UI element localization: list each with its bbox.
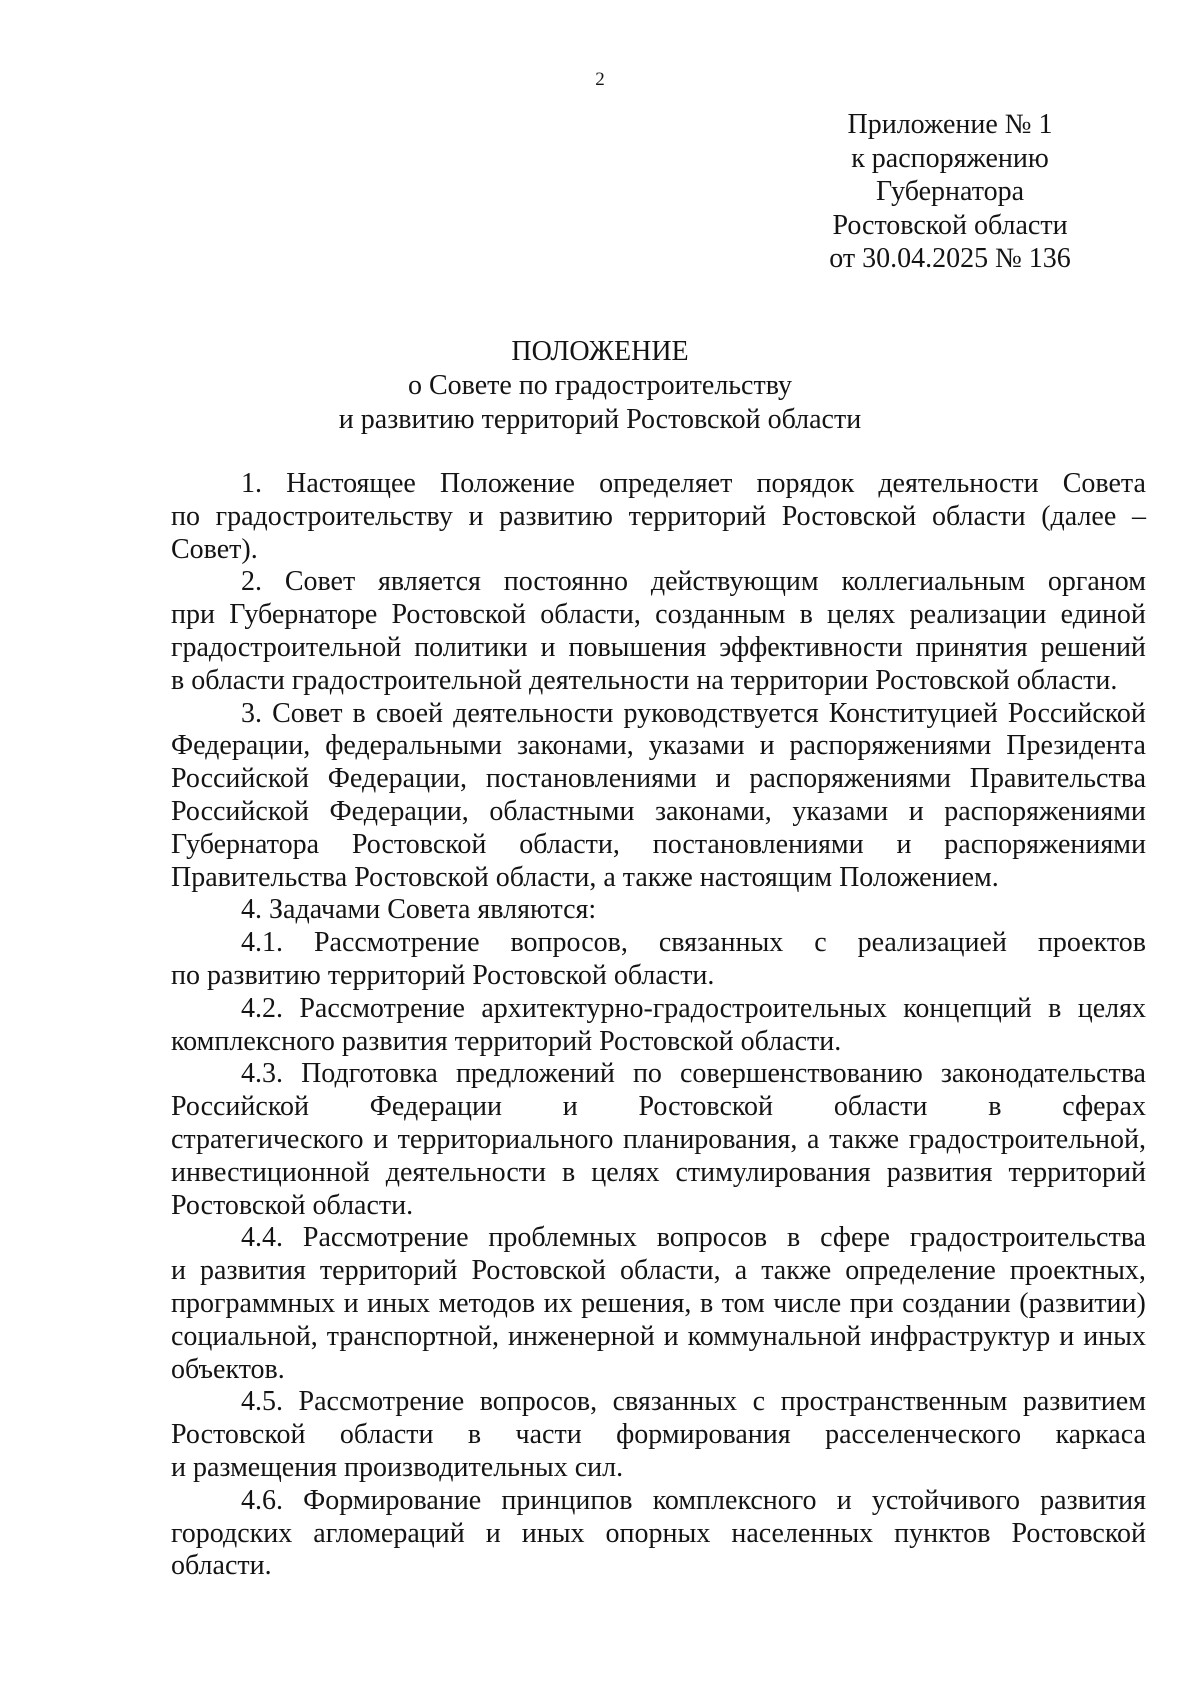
paragraph <box>171 894 1146 927</box>
paragraph <box>171 1222 1146 1386</box>
paragraph-line: по градостроительству и развитию территорий Ростовской области (далее – <box>171 500 1146 532</box>
appendix-line: Приложение № 1 <box>847 109 1053 140</box>
paragraph-line: 1. Настоящее Положение определяет порядок деятельности Совета <box>241 468 1146 499</box>
paragraph-line: 3. Совет в своей деятельности руководствуется Конституцией Российской <box>241 697 1146 729</box>
paragraph-line: 4.5. Рассмотрение вопросов, связанных с пространственным развитием <box>241 1386 1146 1418</box>
paragraph-line: городских агломераций и иных опорных населенных пунктов Ростовской <box>171 1517 1146 1549</box>
paragraph-line: градостроительной политики и повышения эффективности принятия решений <box>171 631 1146 663</box>
appendix-line: Губернатора <box>875 176 1025 207</box>
paragraph-line: Ростовской области. <box>171 1189 414 1221</box>
document-subtitle: и развитию территорий Ростовской области <box>338 404 862 435</box>
paragraph-line: и размещения производительных сил. <box>171 1451 624 1483</box>
paragraph-line: социальной, транспортной, инженерной и коммунальной инфраструктур и иных <box>171 1320 1146 1352</box>
paragraph-line: Российской Федерации, постановлениями и распоряжениями Правительства <box>171 763 1146 795</box>
paragraph-line: 4.4. Рассмотрение проблемных вопросов в сфере градостроительства <box>241 1222 1146 1254</box>
paragraph-line: Ростовской области в части формирования расселенческого каркаса <box>171 1419 1146 1451</box>
appendix-line: к распоряжению <box>851 142 1049 174</box>
paragraph-line: по развитию территорий Ростовской области. <box>171 959 715 991</box>
paragraph-line: Российской Федерации, областными законами, указами и распоряжениями <box>171 795 1146 827</box>
paragraph-line: Правительства Ростовской области, а также настоящим Положением. <box>171 861 999 893</box>
paragraph-line: области. <box>171 1550 272 1582</box>
paragraph-line: Российской Федерации и Ростовской области в сферах <box>171 1091 1146 1123</box>
paragraph-line: 4.3. Подготовка предложений по совершенствованию законодательства <box>241 1058 1146 1090</box>
appendix-line: Ростовской области <box>832 209 1068 241</box>
paragraph-line: Губернатора Ростовской области, постановлениями и распоряжениями <box>171 828 1146 860</box>
paragraph-line: Федерации, федеральными законами, указами и распоряжениями Президента <box>171 730 1146 762</box>
paragraph <box>171 1058 1146 1222</box>
document-heading: ПОЛОЖЕНИЕ <box>511 336 689 367</box>
paragraph <box>171 1485 1146 1583</box>
paragraph-line: в области градостроительной деятельности на территории Ростовской области. <box>171 664 1118 696</box>
paragraph-line: при Губернаторе Ростовской области, созданным в целях реализации единой <box>171 599 1146 631</box>
paragraph-line: комплексного развития территорий Ростовской области. <box>171 1025 842 1057</box>
appendix-stamp <box>800 108 1100 276</box>
paragraph-line: объектов. <box>171 1353 285 1385</box>
paragraph-line: 2. Совет является постоянно действующим коллегиальным органом <box>241 566 1146 598</box>
paragraph-line: 4.2. Рассмотрение архитектурно-градостроительных концепций в целях <box>241 992 1146 1024</box>
paragraph-line: программных и иных методов их решения, в том числе при создании (развитии) <box>171 1287 1146 1319</box>
paragraph-line: 4. Задачами Совета являются: <box>241 894 597 926</box>
paragraph-line: 4.6. Формирование принципов комплексного и устойчивого развития <box>241 1484 1146 1516</box>
paragraph <box>171 698 1146 895</box>
paragraph-line: инвестиционной деятельности в целях стимулирования развития территорий <box>171 1156 1146 1188</box>
paragraph-line: стратегического и территориального планирования, а также градостроительной, <box>171 1123 1146 1155</box>
paragraph-line: Совет). <box>171 533 258 565</box>
paragraph-line: и развития территорий Ростовской области, а также определение проектных, <box>171 1255 1146 1287</box>
paragraph <box>171 1386 1146 1484</box>
page-number: 2 <box>595 69 605 90</box>
document-title-block <box>0 335 1200 437</box>
paragraph <box>171 566 1146 697</box>
paragraph-line: 4.1. Рассмотрение вопросов, связанных с реализацией проектов <box>241 927 1146 959</box>
paragraph <box>171 468 1146 566</box>
document-subtitle: о Совете по градостроительству <box>408 370 792 401</box>
paragraph <box>171 927 1146 993</box>
appendix-line: от 30.04.2025 № 136 <box>829 243 1071 274</box>
document-body <box>171 468 1146 1583</box>
paragraph <box>171 993 1146 1059</box>
